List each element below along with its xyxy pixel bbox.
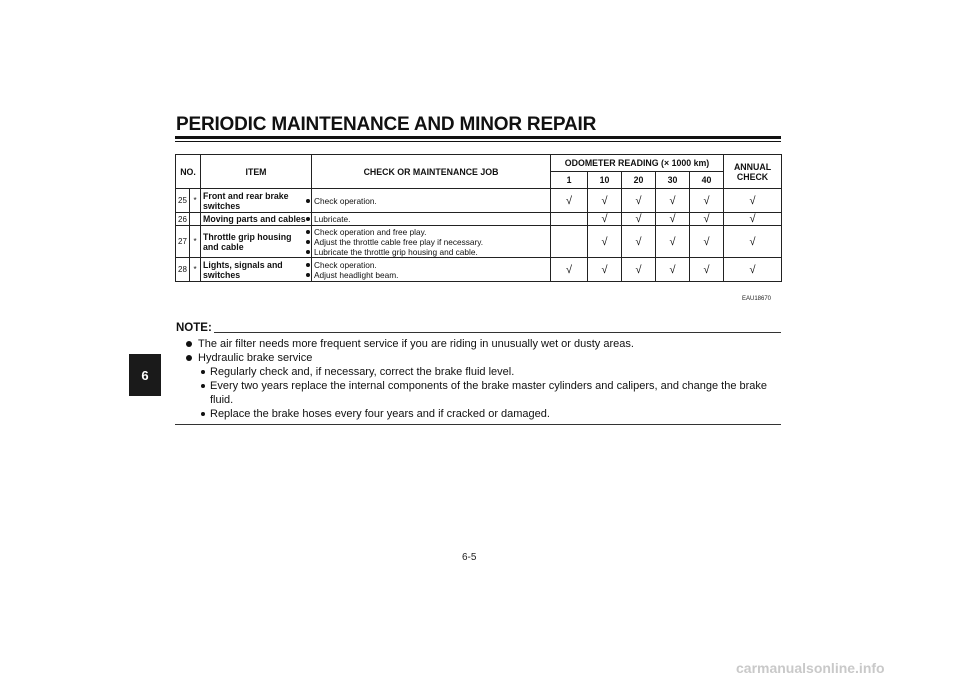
row-star: * — [190, 189, 201, 213]
job-line: Check operation. — [314, 260, 548, 270]
note-item — [186, 365, 782, 379]
check-cell — [690, 258, 724, 282]
check-mark: √ — [601, 213, 608, 225]
check-cell — [690, 226, 724, 258]
check-mark: √ — [749, 235, 756, 248]
row-number: 28 — [176, 258, 190, 282]
check-mark: √ — [749, 263, 756, 276]
bullet-icon — [186, 355, 192, 361]
note-label: NOTE: — [176, 322, 212, 334]
note-item — [186, 407, 782, 421]
check-mark: √ — [601, 235, 608, 248]
page-title: PERIODIC MAINTENANCE AND MINOR REPAIR — [176, 114, 597, 135]
check-cell — [622, 226, 656, 258]
row-job — [312, 258, 551, 282]
note-text: Regularly check and, if necessary, correct the brake fluid level. — [210, 366, 515, 378]
row-item: Lights, signals and switches — [201, 258, 312, 282]
table-row — [176, 189, 782, 213]
job-line: Adjust headlight beam. — [314, 270, 548, 280]
job-line: Adjust the throttle cable free play if necessary. — [314, 237, 548, 247]
job-line: Lubricate. — [314, 214, 548, 224]
check-cell — [588, 213, 622, 226]
check-cell — [656, 213, 690, 226]
bullet-icon — [201, 412, 205, 416]
note-text: Every two years replace the internal components of the brake master cylinders and calipers, and change the brake fluid. — [210, 380, 768, 406]
check-cell — [551, 226, 588, 258]
row-star — [190, 213, 201, 226]
check-mark: √ — [749, 213, 756, 225]
check-cell — [551, 189, 588, 213]
table-row — [176, 258, 782, 282]
row-number: 25 — [176, 189, 190, 213]
odometer-col-header: 20 — [622, 172, 656, 189]
check-mark: √ — [669, 263, 676, 276]
table-row — [176, 226, 782, 258]
job-line: Check operation. — [314, 196, 548, 206]
odometer-col-header: 10 — [588, 172, 622, 189]
maintenance-table — [175, 154, 782, 282]
check-cell — [588, 226, 622, 258]
check-mark: √ — [749, 194, 756, 207]
header-odometer: ODOMETER READING (× 1000 km) — [551, 155, 724, 172]
section-tab-label: 6 — [141, 367, 149, 383]
check-mark: √ — [601, 263, 608, 276]
check-mark: √ — [669, 235, 676, 248]
note-item — [186, 379, 782, 407]
check-cell — [690, 189, 724, 213]
check-mark: √ — [635, 194, 642, 207]
check-cell — [622, 213, 656, 226]
bullet-icon — [201, 384, 205, 388]
page-number: 6-5 — [462, 552, 477, 563]
row-job — [312, 213, 551, 226]
annual-check-cell — [724, 226, 782, 258]
check-cell — [656, 226, 690, 258]
table-row — [176, 213, 782, 226]
bullet-icon — [186, 341, 192, 347]
row-item: Moving parts and cables — [201, 213, 312, 226]
header-annual: ANNUAL CHECK — [724, 155, 782, 189]
note-item — [186, 351, 782, 365]
check-mark: √ — [669, 213, 676, 225]
row-item: Throttle grip housing and cable — [201, 226, 312, 258]
check-mark: √ — [635, 235, 642, 248]
annual-check-cell — [724, 189, 782, 213]
job-line: Lubricate the throttle grip housing and cable. — [314, 247, 548, 257]
row-number: 26 — [176, 213, 190, 226]
check-cell — [622, 258, 656, 282]
check-cell — [622, 189, 656, 213]
section-tab — [129, 354, 161, 396]
check-cell — [656, 189, 690, 213]
row-item: Front and rear brake switches — [201, 189, 312, 213]
check-mark: √ — [703, 235, 710, 248]
check-mark: √ — [601, 194, 608, 207]
row-star: * — [190, 226, 201, 258]
note-rule — [214, 332, 781, 333]
note-list — [186, 337, 782, 421]
row-job — [312, 226, 551, 258]
title-rule — [175, 136, 781, 139]
check-cell — [551, 213, 588, 226]
header-job: CHECK OR MAINTENANCE JOB — [312, 155, 551, 189]
watermark: carmanualsonline.info — [736, 660, 885, 676]
bottom-rule — [175, 424, 781, 425]
check-mark: √ — [565, 263, 573, 276]
annual-check-cell — [724, 258, 782, 282]
note-text: The air filter needs more frequent service if you are riding in unusually wet or dusty areas. — [198, 338, 634, 350]
check-mark: √ — [703, 213, 710, 225]
row-star: * — [190, 258, 201, 282]
check-mark: √ — [635, 213, 642, 225]
check-mark: √ — [635, 263, 642, 276]
header-no: NO. — [176, 155, 201, 189]
note-item — [186, 337, 782, 351]
title-rule-thin — [175, 141, 781, 142]
bullet-icon — [201, 370, 205, 374]
row-job — [312, 189, 551, 213]
check-cell — [588, 189, 622, 213]
row-number: 27 — [176, 226, 190, 258]
check-cell — [690, 213, 724, 226]
job-line: Check operation and free play. — [314, 227, 548, 237]
check-mark: √ — [669, 194, 676, 207]
check-mark: √ — [565, 194, 573, 207]
check-mark: √ — [703, 194, 710, 207]
odometer-col-header: 30 — [656, 172, 690, 189]
check-cell — [656, 258, 690, 282]
note-text: Hydraulic brake service — [198, 352, 313, 364]
odometer-col-header: 40 — [690, 172, 724, 189]
annual-check-cell — [724, 213, 782, 226]
check-mark: √ — [703, 263, 710, 276]
header-item: ITEM — [201, 155, 312, 189]
check-cell — [588, 258, 622, 282]
odometer-col-header: 1 — [551, 172, 588, 189]
check-cell — [551, 258, 588, 282]
note-text: Replace the brake hoses every four years and if cracked or damaged. — [210, 408, 550, 420]
document-code: EAU18670 — [742, 296, 772, 302]
